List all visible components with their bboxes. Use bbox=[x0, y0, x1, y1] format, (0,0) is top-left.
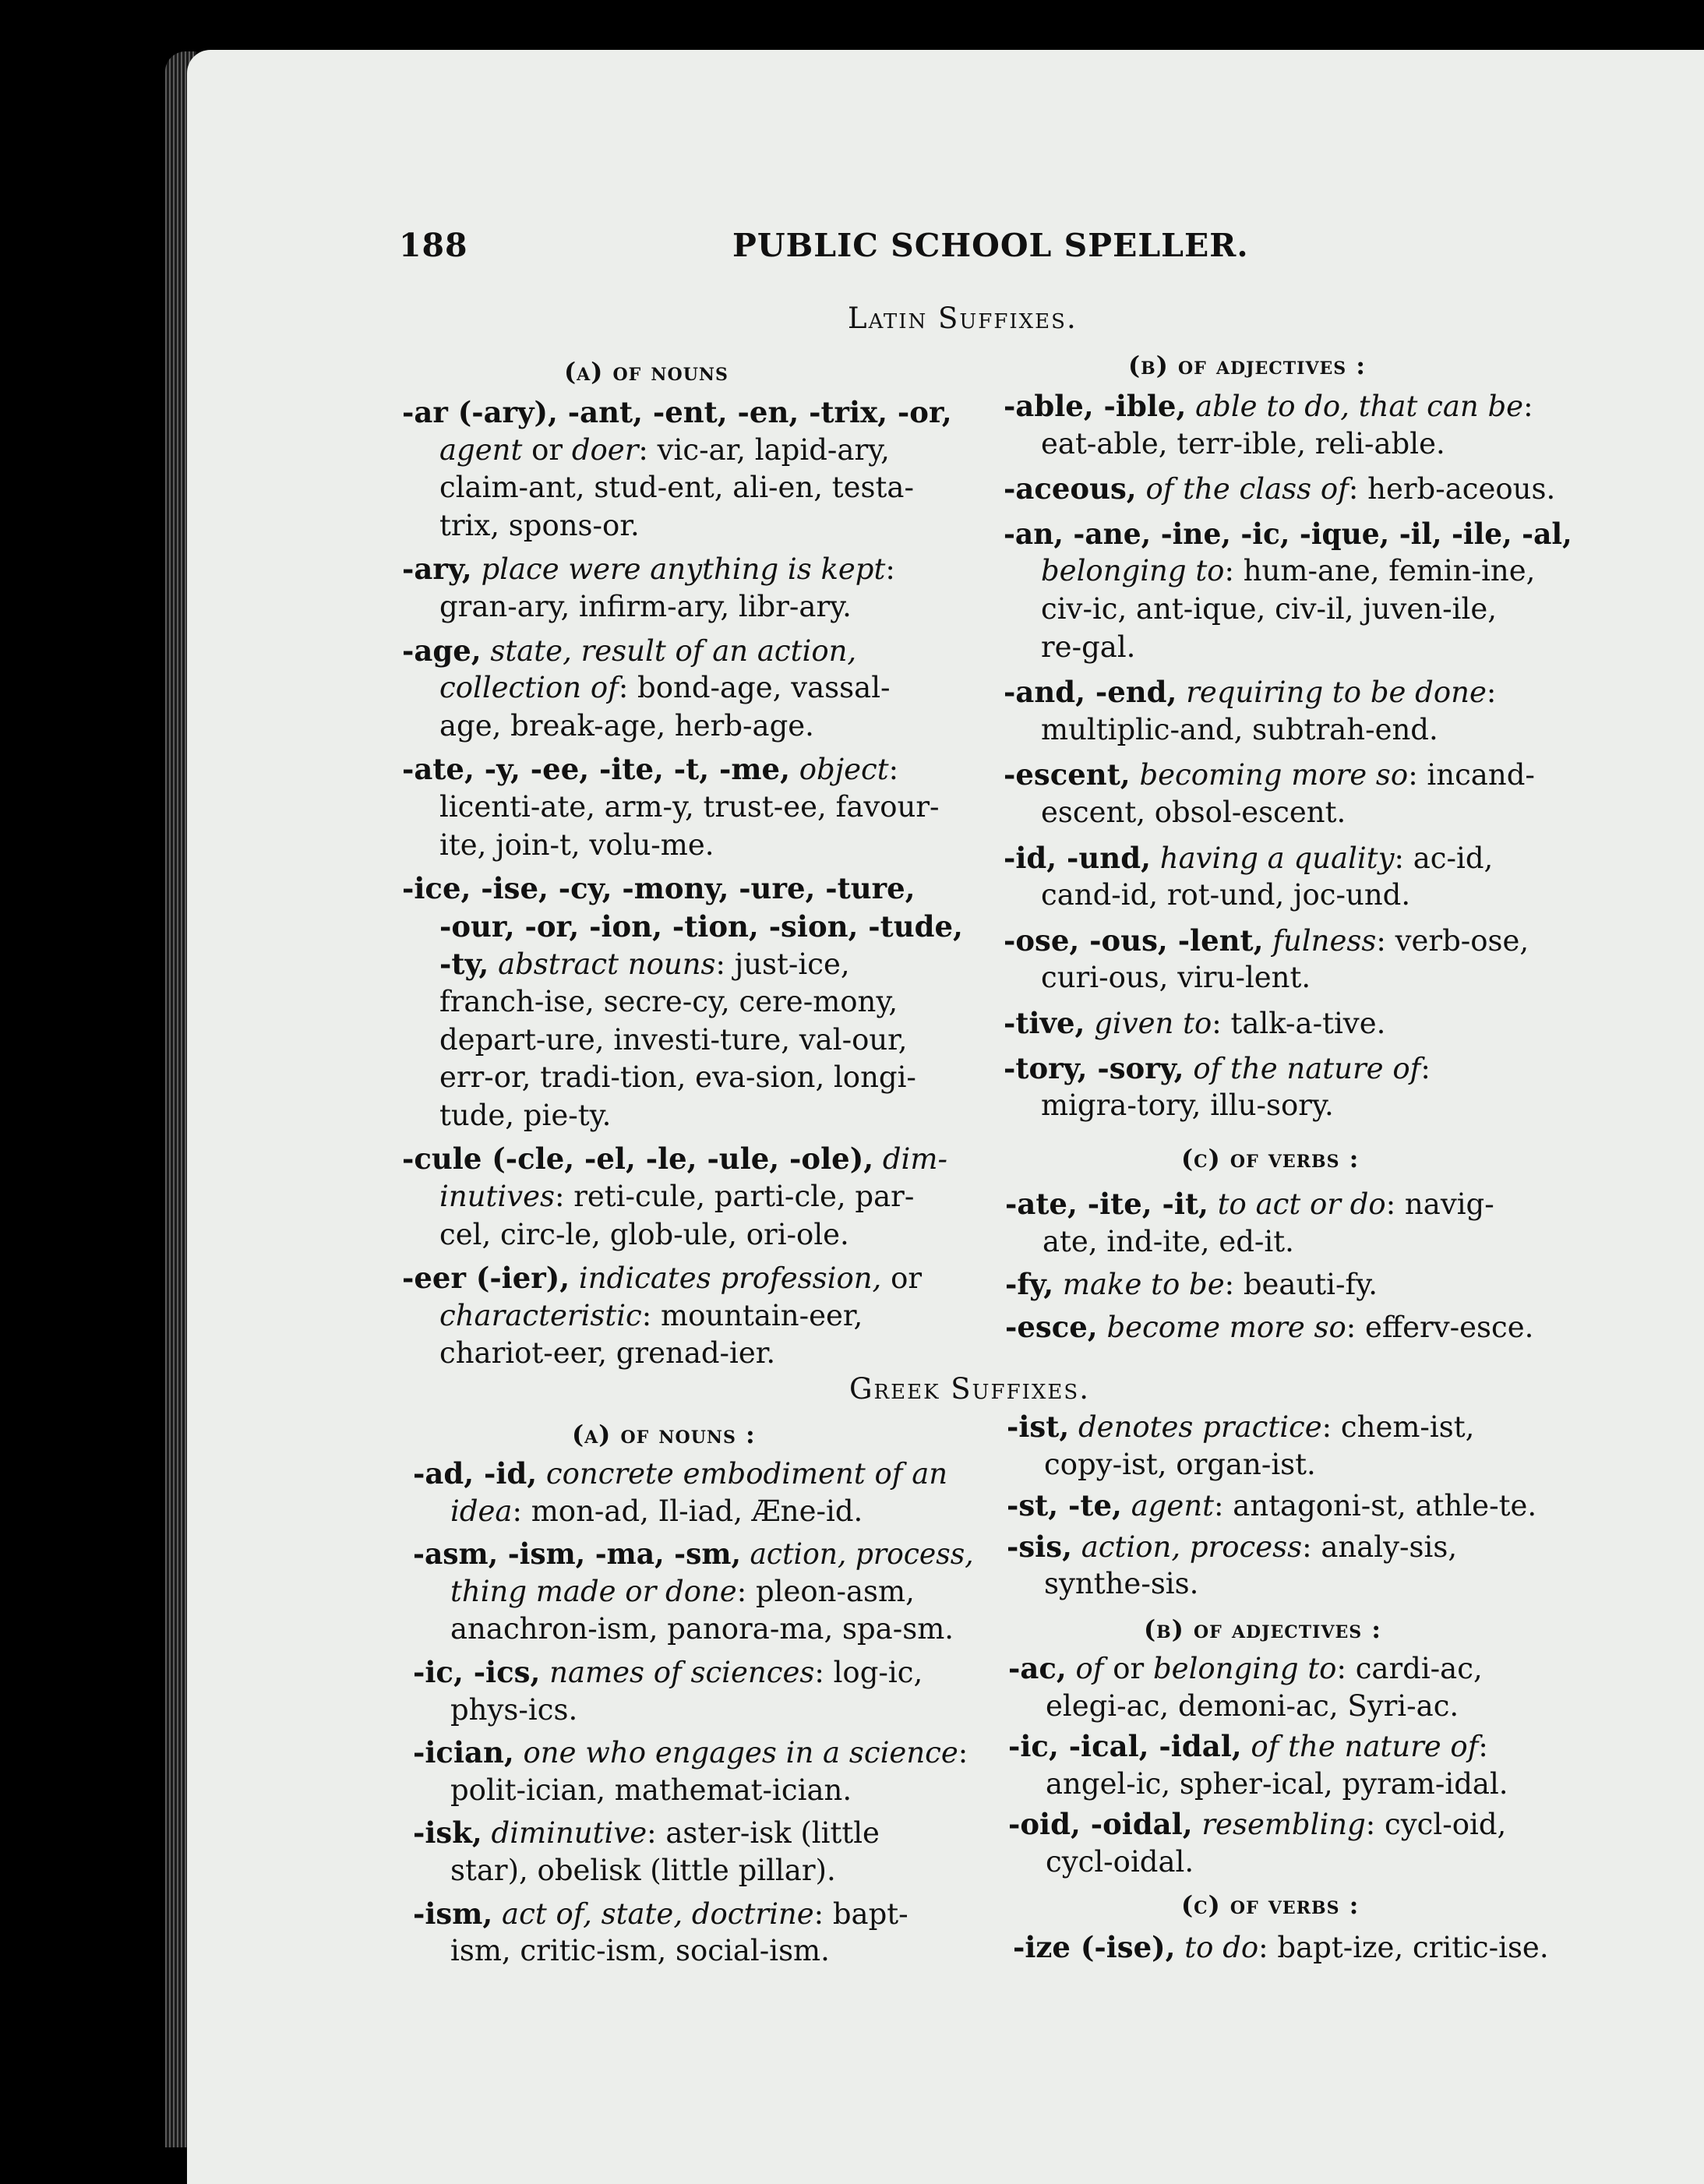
entry-text: phys-ics. bbox=[450, 1692, 578, 1727]
entry-line bbox=[402, 751, 898, 788]
entry-text bbox=[1186, 390, 1195, 423]
entry-text: action, process bbox=[1081, 1530, 1303, 1564]
entry-line bbox=[1041, 877, 1410, 913]
entry-text: -an, -ane, -ine, -ic, -ique, -il, -ile, -al, bbox=[1004, 516, 1572, 551]
entry-text: : talk-a-tive. bbox=[1212, 1007, 1386, 1040]
entry-text: agent bbox=[1131, 1489, 1215, 1523]
entry-line bbox=[439, 708, 814, 744]
entry-line bbox=[1005, 1309, 1533, 1346]
entry-line bbox=[450, 1692, 577, 1728]
entry-text: licenti-ate, arm-y, trust-ee, favour- bbox=[439, 790, 940, 824]
entry-line bbox=[439, 1217, 849, 1253]
entry-line bbox=[439, 508, 640, 544]
entry-text: : bbox=[1420, 1051, 1431, 1085]
entry-text: : antagoni-st, athle-te. bbox=[1214, 1489, 1537, 1523]
entry-text bbox=[1151, 841, 1160, 875]
entry-line bbox=[450, 1773, 852, 1808]
entry-text: -and, -end, bbox=[1004, 675, 1177, 710]
entry-text: depart-ure, investi-ture, val-our, bbox=[439, 1022, 908, 1057]
entry-text: civ-ic, ant-ique, civ-il, juven-ile, bbox=[1041, 592, 1497, 626]
entry-text: : bapt- bbox=[813, 1896, 908, 1931]
latin-nouns-heading: (a) of nouns bbox=[564, 357, 729, 386]
entry-text: : herb-aceous. bbox=[1348, 472, 1556, 506]
entry-line bbox=[1046, 1688, 1459, 1724]
entry-text: : bbox=[1523, 390, 1533, 423]
entry-text: or bbox=[1103, 1652, 1153, 1685]
entry-text: : aster-isk (little bbox=[647, 1816, 880, 1851]
entry-text: angel-ic, spher-ical, pyram-idal. bbox=[1046, 1766, 1508, 1801]
running-title: PUBLIC SCHOOL SPELLER. bbox=[732, 227, 1249, 264]
entry-text: object bbox=[799, 753, 889, 787]
entry-line bbox=[450, 1574, 915, 1610]
entry-text: of the class of bbox=[1145, 472, 1349, 506]
entry-text: of the nature of bbox=[1193, 1051, 1421, 1085]
entry-text: make to be bbox=[1062, 1268, 1225, 1302]
entry-text bbox=[1069, 1410, 1078, 1444]
entry-text: : vic-ar, lapid-ary, bbox=[638, 432, 890, 467]
entry-text: -ic, -ics, bbox=[413, 1655, 541, 1689]
entry-text: act of, state, doctrine bbox=[502, 1896, 814, 1931]
entry-line bbox=[439, 432, 890, 468]
entry-text: concrete embodiment of an bbox=[545, 1457, 948, 1491]
entry-text: ite, join-t, volu-me. bbox=[439, 827, 714, 862]
entry-line bbox=[1004, 516, 1572, 552]
entry-line bbox=[1004, 1050, 1431, 1087]
entry-text bbox=[482, 634, 491, 668]
entry-text: : mon-ad, Il-iad, Æne-id. bbox=[512, 1494, 863, 1528]
latin-adjectives-heading: (b) of adjectives : bbox=[1128, 351, 1367, 380]
entry-text: -ad, -id, bbox=[413, 1456, 538, 1491]
entry-text: dim- bbox=[882, 1142, 947, 1177]
entry-text: -tory, -sory, bbox=[1004, 1050, 1184, 1085]
entry-text: -eer (-ier), bbox=[402, 1261, 570, 1296]
entry-text bbox=[1098, 1311, 1107, 1344]
entry-text bbox=[514, 1736, 524, 1769]
entry-text: -age, bbox=[402, 633, 482, 668]
entry-text bbox=[472, 552, 482, 586]
entry-line bbox=[1004, 388, 1533, 425]
entry-text: doer bbox=[571, 432, 639, 467]
entry-text: inutives bbox=[439, 1180, 555, 1213]
entry-text: -aceous, bbox=[1004, 471, 1137, 506]
entry-line bbox=[413, 1455, 947, 1492]
entry-text: thing made or done bbox=[450, 1574, 737, 1608]
entry-line bbox=[450, 1853, 836, 1889]
entry-text: -ate, -ite, -it, bbox=[1005, 1187, 1208, 1221]
entry-text: denotes practice bbox=[1078, 1410, 1322, 1444]
entry-text: fulness bbox=[1272, 923, 1377, 958]
entry-text bbox=[1053, 1268, 1063, 1301]
entry-line bbox=[1004, 840, 1493, 877]
entry-line bbox=[1005, 1186, 1494, 1223]
entry-text: action, process, bbox=[750, 1537, 974, 1572]
entry-text: -ize (-ise), bbox=[1013, 1930, 1176, 1964]
entry-line bbox=[1041, 960, 1311, 996]
entry-text: -tive, bbox=[1004, 1006, 1085, 1040]
entry-line bbox=[1041, 795, 1346, 831]
entry-text: multiplic-and, subtrah-end. bbox=[1041, 712, 1438, 746]
entry-text: : reti-cule, parti-cle, par- bbox=[554, 1180, 915, 1213]
entry-line bbox=[402, 870, 916, 907]
entry-text: cel, circ-le, glob-ule, ori-ole. bbox=[439, 1217, 849, 1251]
entry-line bbox=[439, 984, 898, 1020]
entry-text: -esce, bbox=[1005, 1309, 1098, 1344]
entry-text: names of sciences bbox=[549, 1656, 815, 1689]
entry-text: -id, -und, bbox=[1004, 840, 1151, 875]
entry-text bbox=[1122, 1489, 1131, 1522]
greek-suffixes-heading: Greek Suffixes. bbox=[849, 1372, 1090, 1406]
entry-text: -able, -ible, bbox=[1004, 389, 1187, 423]
entry-line bbox=[413, 1896, 908, 1932]
entry-text: characteristic bbox=[439, 1298, 642, 1332]
entry-line bbox=[402, 551, 895, 587]
entry-text: -sis, bbox=[1007, 1529, 1072, 1564]
entry-text: -ism, bbox=[413, 1896, 493, 1931]
entry-text: : verb-ose, bbox=[1376, 923, 1529, 958]
entry-text: : bbox=[1486, 676, 1497, 710]
entry-text: -ician, bbox=[413, 1735, 514, 1770]
entry-text bbox=[540, 1656, 549, 1689]
entry-text: polit-ician, mathemat-ician. bbox=[450, 1773, 852, 1807]
entry-text: : bbox=[888, 753, 899, 787]
entry-text: diminutive bbox=[491, 1816, 647, 1851]
entry-text: of the nature of bbox=[1251, 1730, 1479, 1764]
entry-line bbox=[450, 1494, 863, 1530]
entry-line bbox=[1044, 1447, 1316, 1483]
entry-line bbox=[402, 1141, 947, 1177]
entry-line bbox=[439, 1335, 775, 1371]
entry-line bbox=[1005, 1266, 1378, 1303]
entry-text: -escent, bbox=[1004, 757, 1131, 792]
entry-text bbox=[570, 1261, 579, 1295]
entry-text: : cycl-oid, bbox=[1365, 1808, 1507, 1842]
entry-line bbox=[1004, 471, 1555, 507]
entry-text: -ty, bbox=[439, 947, 489, 982]
entry-text: or bbox=[881, 1261, 923, 1296]
entry-text: abstract nouns bbox=[498, 947, 716, 982]
entry-text: given to bbox=[1094, 1007, 1212, 1040]
entry-text: belonging to bbox=[1153, 1652, 1337, 1685]
entry-text: escent, obsol-escent. bbox=[1041, 796, 1346, 829]
entry-line bbox=[439, 1060, 916, 1096]
entry-text: idea bbox=[450, 1494, 513, 1528]
entry-line bbox=[402, 1260, 922, 1297]
entry-line bbox=[439, 1098, 611, 1134]
entry-line bbox=[439, 670, 891, 706]
entry-text: trix, spons-or. bbox=[439, 508, 640, 542]
entry-line bbox=[439, 827, 714, 863]
entry-line bbox=[439, 589, 852, 625]
entry-text: : bbox=[1478, 1730, 1488, 1764]
entry-text: : chem-ist, bbox=[1321, 1410, 1475, 1444]
latin-verbs-heading: (c) of verbs : bbox=[1181, 1144, 1360, 1173]
entry-line bbox=[1008, 1728, 1488, 1765]
entry-text: -asm, -ism, -ma, -sm, bbox=[413, 1537, 742, 1572]
entry-text bbox=[1131, 758, 1140, 792]
greek-nouns-heading: (a) of nouns : bbox=[572, 1420, 756, 1449]
entry-text: : navig- bbox=[1385, 1187, 1494, 1221]
entry-text: indicates profession, bbox=[578, 1261, 882, 1296]
entry-text: : bbox=[958, 1736, 968, 1770]
entry-line bbox=[1043, 1224, 1294, 1260]
entry-line bbox=[413, 1654, 923, 1691]
entry-text bbox=[790, 753, 799, 786]
entry-text: : bond-age, vassal- bbox=[618, 671, 891, 705]
entry-line bbox=[1004, 757, 1535, 793]
entry-line bbox=[413, 1536, 974, 1572]
entry-text: : incand- bbox=[1408, 758, 1535, 792]
entry-text: able to do, that can be bbox=[1195, 390, 1524, 423]
entry-text: -fy, bbox=[1005, 1267, 1054, 1302]
latin-suffixes-heading: Latin Suffixes. bbox=[848, 302, 1078, 335]
page-number: 188 bbox=[399, 227, 468, 264]
entry-line bbox=[450, 1933, 830, 1969]
entry-line bbox=[439, 1298, 863, 1334]
entry-text: become more so bbox=[1106, 1310, 1346, 1344]
book-page bbox=[187, 50, 1704, 2184]
entry-text: -ist, bbox=[1007, 1410, 1070, 1444]
entry-text bbox=[537, 1457, 546, 1491]
entry-line bbox=[1007, 1487, 1536, 1524]
entry-text: elegi-ac, demoni-ac, Syri-ac. bbox=[1046, 1688, 1459, 1723]
entry-text bbox=[1177, 676, 1186, 709]
entry-text: eat-able, terr-ible, reli-able. bbox=[1041, 426, 1445, 460]
entry-line bbox=[1044, 1566, 1198, 1602]
entry-text: -isk, bbox=[413, 1815, 482, 1851]
entry-text: copy-ist, organ-ist. bbox=[1044, 1447, 1316, 1481]
entry-text: : cardi-ac, bbox=[1336, 1652, 1483, 1685]
entry-text: : ac-id, bbox=[1394, 841, 1494, 875]
entry-line bbox=[439, 946, 850, 983]
entry-line bbox=[1041, 1088, 1334, 1124]
entry-text: to act or do bbox=[1217, 1187, 1386, 1221]
entry-text: ism, critic-ism, social-ism. bbox=[450, 1934, 830, 1968]
entry-text: becoming more so bbox=[1139, 758, 1409, 792]
entry-text: synthe-sis. bbox=[1044, 1567, 1199, 1601]
entry-text bbox=[1242, 1730, 1251, 1763]
entry-text: : pleon-asm, bbox=[736, 1574, 915, 1608]
greek-verbs-heading: (c) of verbs : bbox=[1181, 1890, 1360, 1920]
entry-text bbox=[1067, 1652, 1076, 1685]
entry-text: cycl-oidal. bbox=[1046, 1845, 1194, 1879]
entry-text: : beauti-fy. bbox=[1224, 1268, 1378, 1302]
entry-text: -ate, -y, -ee, -ite, -t, -me, bbox=[402, 752, 790, 787]
entry-text: chariot-eer, grenad-ier. bbox=[439, 1336, 776, 1371]
entry-text: ate, ind-ite, ed-it. bbox=[1043, 1224, 1294, 1258]
entry-text: having a quality bbox=[1159, 841, 1395, 875]
entry-text: re-gal. bbox=[1041, 630, 1136, 664]
entry-line bbox=[439, 1022, 908, 1058]
entry-text: -ic, -ical, -idal, bbox=[1008, 1729, 1242, 1764]
entry-text: cand-id, rot-und, joc-und. bbox=[1041, 878, 1411, 912]
entry-line bbox=[450, 1611, 954, 1647]
entry-line bbox=[1041, 591, 1497, 627]
entry-text: agent bbox=[439, 432, 523, 467]
entry-line bbox=[439, 909, 963, 945]
entry-line bbox=[402, 394, 952, 431]
entry-text: : efferv-esce. bbox=[1346, 1310, 1534, 1344]
entry-text: : bbox=[885, 552, 895, 587]
entry-text: state, result of an action, bbox=[490, 633, 857, 668]
entry-text: gran-ary, infirm-ary, libr-ary. bbox=[439, 590, 852, 623]
entry-line bbox=[1008, 1650, 1483, 1687]
entry-text: to do bbox=[1184, 1931, 1259, 1964]
entry-text bbox=[741, 1537, 750, 1571]
entry-line bbox=[439, 470, 914, 506]
entry-text bbox=[873, 1142, 883, 1176]
entry-text: of bbox=[1075, 1652, 1104, 1685]
entry-text: resembling bbox=[1201, 1808, 1366, 1842]
entry-text: -ary, bbox=[402, 552, 472, 587]
entry-text bbox=[482, 1816, 492, 1850]
entry-text bbox=[1193, 1808, 1202, 1841]
entry-text: tude, pie-ty. bbox=[439, 1098, 612, 1132]
entry-line bbox=[1004, 923, 1529, 959]
entry-line bbox=[1004, 674, 1496, 711]
entry-line bbox=[1008, 1806, 1506, 1843]
entry-text: star), obelisk (little pillar). bbox=[450, 1854, 836, 1887]
entry-text bbox=[1184, 1052, 1194, 1085]
entry-line bbox=[1041, 630, 1135, 665]
entry-text: age, break-age, herb-age. bbox=[439, 708, 814, 743]
entry-text: -oid, -oidal, bbox=[1008, 1807, 1193, 1842]
entry-text: -our, -or, -ion, -tion, -sion, -tude, bbox=[439, 909, 963, 944]
entry-text: or bbox=[522, 432, 572, 467]
entry-text: curi-ous, viru-lent. bbox=[1041, 961, 1311, 995]
entry-text: : bapt-ize, critic-ise. bbox=[1258, 1931, 1549, 1964]
entry-text bbox=[1072, 1530, 1081, 1564]
entry-text bbox=[489, 947, 498, 981]
entry-text: : analy-sis, bbox=[1302, 1530, 1458, 1564]
entry-line bbox=[1007, 1409, 1474, 1445]
entry-text bbox=[1137, 472, 1146, 506]
entry-line bbox=[1046, 1844, 1194, 1880]
entry-line bbox=[1007, 1529, 1457, 1565]
entry-text bbox=[1208, 1187, 1218, 1221]
entry-text: one who engages in a science bbox=[523, 1736, 958, 1770]
entry-text: collection of bbox=[439, 671, 619, 705]
entry-text: requiring to be done bbox=[1186, 676, 1487, 710]
entry-text: -ac, bbox=[1008, 1651, 1067, 1685]
entry-text bbox=[492, 1897, 502, 1931]
entry-line bbox=[1041, 426, 1445, 462]
entry-text: -ar (-ary), -ant, -ent, -en, -trix, -or, bbox=[402, 395, 952, 429]
entry-line bbox=[1046, 1766, 1508, 1802]
entry-line bbox=[1041, 712, 1438, 748]
entry-text: -ose, -ous, -lent, bbox=[1004, 923, 1264, 958]
entry-text: belonging to bbox=[1041, 554, 1225, 588]
entry-text: -cule (-cle, -el, -le, -ule, -ole), bbox=[402, 1141, 874, 1177]
entry-line bbox=[1004, 1005, 1385, 1042]
entry-line bbox=[413, 1734, 968, 1771]
entry-text: : log-ic, bbox=[814, 1656, 923, 1689]
entry-text bbox=[1176, 1931, 1185, 1964]
entry-text: : just-ice, bbox=[715, 947, 850, 982]
entry-text: place were anything is kept bbox=[481, 552, 886, 587]
entry-text: : mountain-eer, bbox=[641, 1298, 863, 1332]
entry-text: -st, -te, bbox=[1007, 1488, 1122, 1523]
entry-text: anachron-ism, panora-ma, spa-sm. bbox=[450, 1612, 954, 1646]
entry-line bbox=[413, 1815, 880, 1851]
greek-adjectives-heading: (b) of adjectives : bbox=[1144, 1614, 1382, 1644]
entry-line bbox=[1041, 553, 1535, 589]
entry-line bbox=[439, 789, 940, 825]
entry-text: franch-ise, secre-cy, cere-mony, bbox=[439, 985, 898, 1018]
entry-text: -ice, -ise, -cy, -mony, -ure, -ture, bbox=[402, 871, 916, 906]
entry-text: : hum-ane, femin-ine, bbox=[1224, 554, 1536, 588]
entry-line bbox=[1013, 1929, 1549, 1966]
entry-text bbox=[1264, 924, 1273, 958]
entry-text: migra-tory, illu-sory. bbox=[1041, 1088, 1334, 1123]
entry-text: claim-ant, stud-ent, ali-en, testa- bbox=[439, 471, 914, 505]
entry-line bbox=[402, 633, 856, 669]
entry-line bbox=[439, 1179, 914, 1215]
entry-text: err-or, tradi-tion, eva-sion, longi- bbox=[439, 1060, 916, 1095]
entry-text bbox=[1085, 1007, 1094, 1040]
